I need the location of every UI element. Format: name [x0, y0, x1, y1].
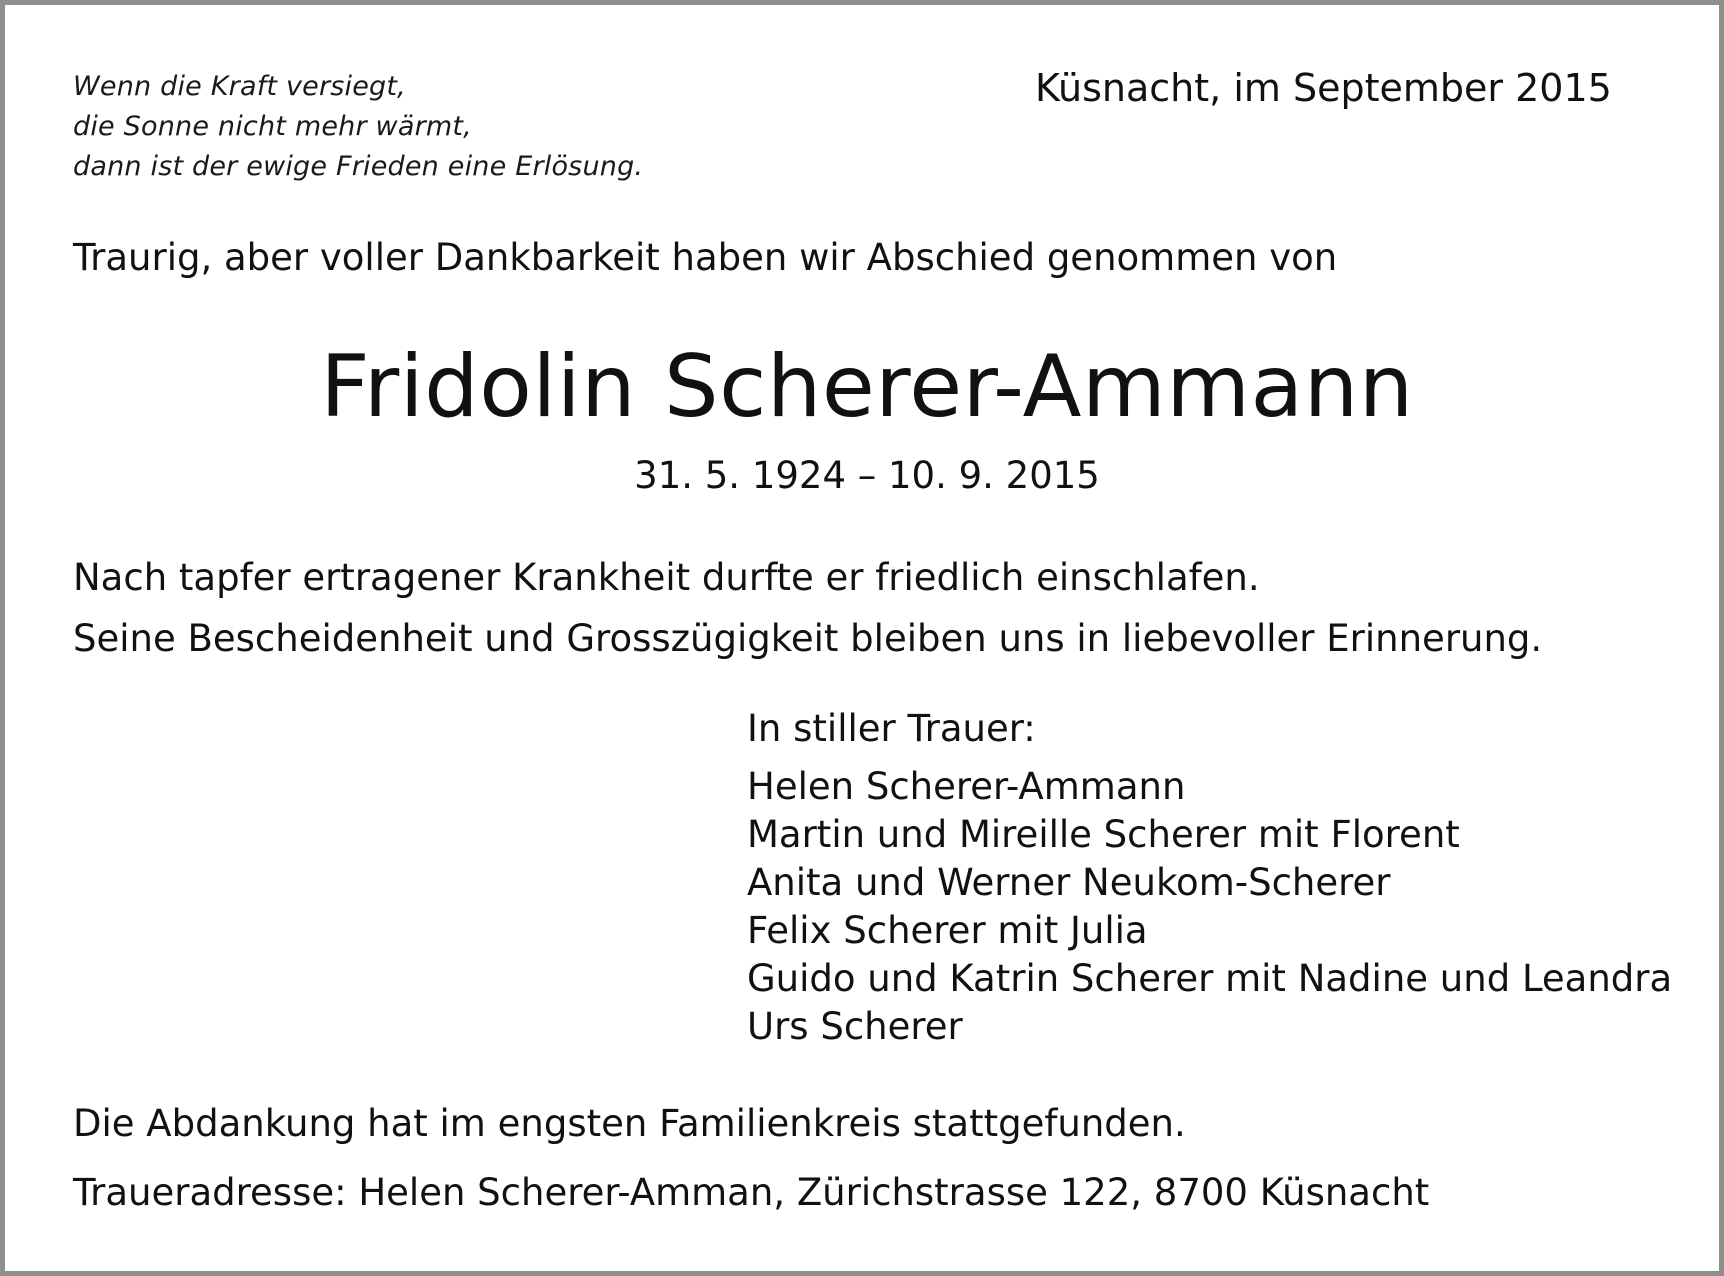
- intro-text: Traurig, aber voller Dankbarkeit haben wir Abschied genommen von: [73, 236, 1338, 279]
- place-and-date: Küsnacht, im September 2015: [1035, 66, 1612, 110]
- motto-verse: [73, 67, 643, 187]
- mourners-heading: In stiller Trauer:: [747, 707, 1036, 750]
- mourner-name: Anita und Werner Neukom-Scherer: [747, 861, 1391, 904]
- body-line: Seine Bescheidenheit und Grosszügigkeit bleiben uns in liebevoller Erinnerung.: [73, 617, 1543, 660]
- mourner-name: Guido und Katrin Scherer mit Nadine und Leandra: [747, 957, 1673, 1000]
- mourner-name: Martin und Mireille Scherer mit Florent: [747, 813, 1460, 856]
- mourner-name: Urs Scherer: [747, 1005, 963, 1048]
- funeral-note: Die Abdankung hat im engsten Familienkreis stattgefunden.: [73, 1102, 1186, 1145]
- deceased-name: Fridolin Scherer-Ammann: [320, 337, 1414, 437]
- mourners-block: [747, 705, 1672, 1051]
- motto-line: dann ist der ewige Frieden eine Erlösung.: [73, 151, 644, 182]
- life-dates: 31. 5. 1924 – 10. 9. 2015: [634, 454, 1100, 497]
- motto-line: Wenn die Kraft versiegt,: [73, 71, 406, 102]
- body-line: Nach tapfer ertragener Krankheit durfte er friedlich einschlafen.: [73, 556, 1260, 599]
- mourning-address: Traueradresse: Helen Scherer-Amman, Zürichstrasse 122, 8700 Küsnacht: [73, 1171, 1430, 1214]
- body-text: [73, 547, 1542, 669]
- mourner-name: Felix Scherer mit Julia: [747, 909, 1148, 952]
- mourner-name: Helen Scherer-Ammann: [747, 765, 1186, 808]
- motto-line: die Sonne nicht mehr wärmt,: [73, 111, 472, 142]
